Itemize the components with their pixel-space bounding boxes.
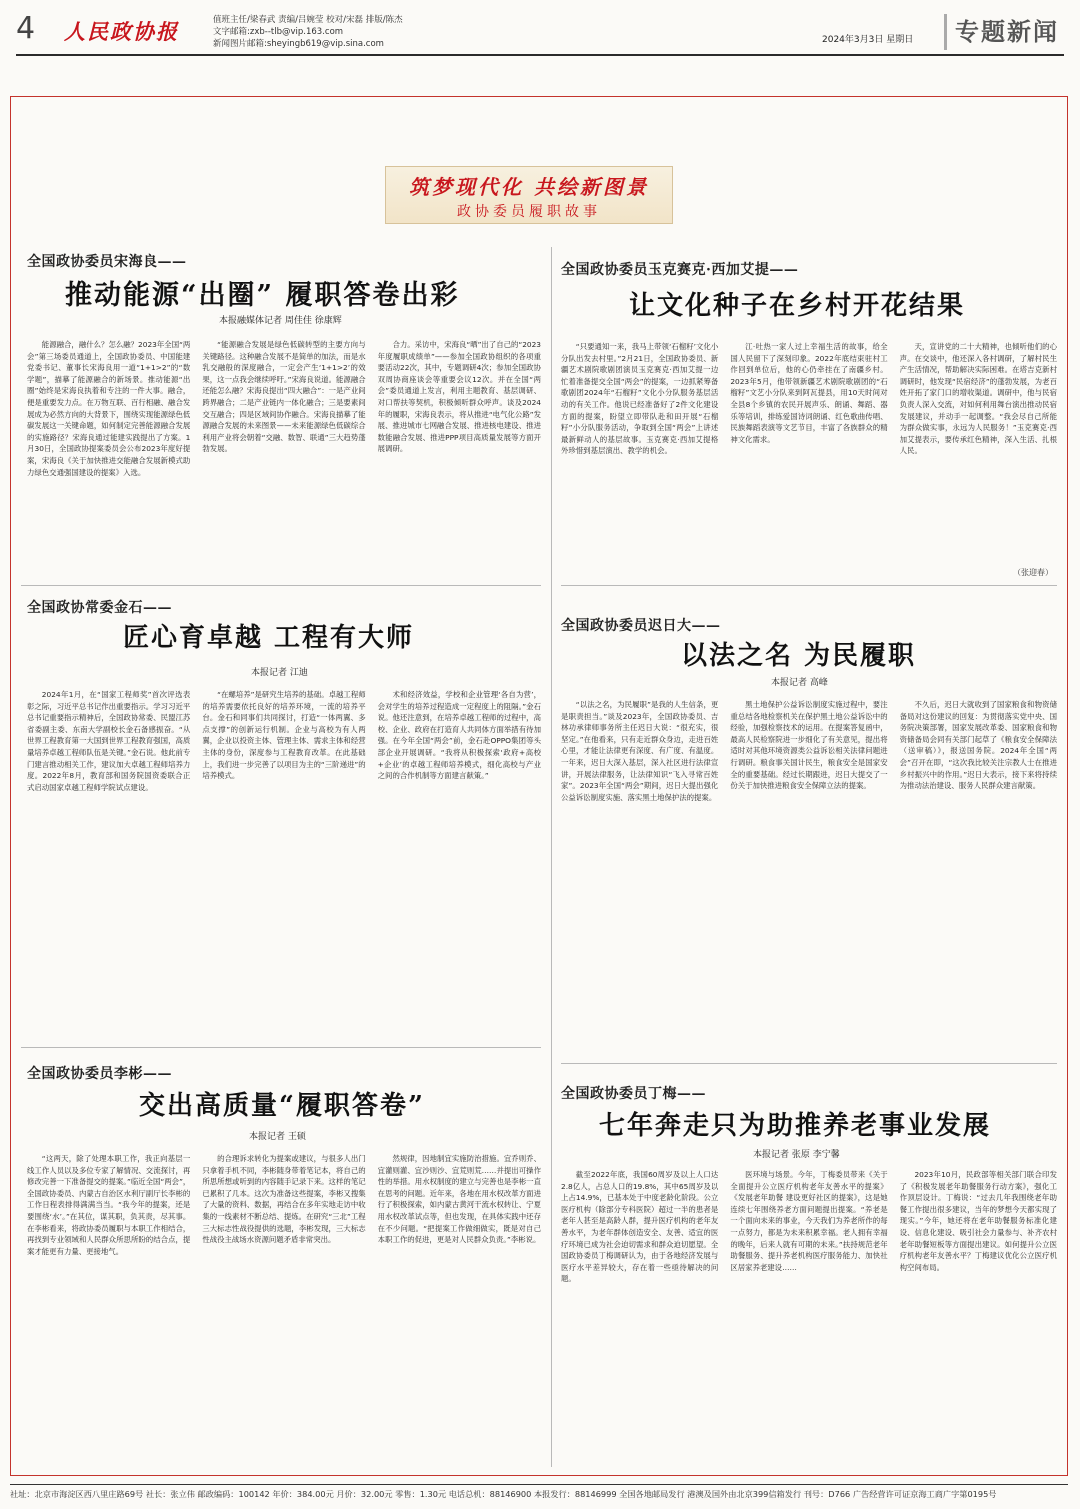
paper-logo: 人民政协报 (64, 19, 179, 44)
row-divider (561, 585, 1057, 586)
article-column: 2024年1月，在“国家工程师奖”首次评选表彰之际，习近平总书记作出重要指示。学习习近平总书记重要指示精神后，全国政协常委、民盟江苏省委副主委、东南大学副校长金石备感振奋。“从世界工程教育第一大国到世界工程教育强国，高质量培养卓越工程师队伍是关键。”金石说。他此前专门建言推动相关工作，建议加大卓越工程师培养力度。2022年8月，教育部和国务院国资委联合正式启动国家卓越工程师学院试点建设。 (27, 690, 191, 792)
page-number: 4 (16, 11, 36, 46)
article-column: 黑土地保护公益诉讼制度实施过程中，要注重总结各地检察机关在保护黑土地公益诉讼中的经验，加强检察技术的运用。在提案答复函中，最高人民检察院进一步细化了有关意见，提出将适时对其他环境资源类公益诉讼相关法律问题进行调研。粮食事关国计民生，粮食安全是国家安全的重要基础。经过长期跟进，迟日大提交了一份关于加快推进粮食安全保障立法的提案。 (730, 700, 888, 791)
article-kicker: 全国政协委员迟日大—— (561, 618, 721, 634)
article-column: “在螺培养”是研究生培养的基础。卓越工程师的培养需要依托良好的培养环境，一流的培养平台。金石和同事们共同探讨，打造“一体两翼、多点支撑”的创新运行机制。企业与高校为有人两翼，企业以投资主体、管理主体、需求主体和经营主体的身份，深度参与工程教育改革。在此基础上，我们进一步完善了以项目为主的“三阶递进”的培养模式。 (202, 690, 366, 781)
article-column: “只要通知一来，我马上带领‘石榴籽’文化小分队出发去村里。”2月21日，全国政协委员、新疆艺术剧院歌剧团演员玉克赛克·西加艾提一边忙着准备提交全国“两会”的提案，一边抓紧筹备歌剧团2024年“石榴籽”文化小分队服务基层活动的有关工作。他说已经准备好了2件文化建设方面的提案，盼望立即带队赴和田开展“石榴籽”小分队服务活动，争取到全国“两会”上讲述最新鲜动人的基层故事。玉克赛克·西加艾提格外珍惜到基层演出、教学的机会。 (561, 342, 719, 456)
editor-credits-line: 值班主任/梁春武 责编/吕婉莹 校对/宋磊 排版/陈杰 (213, 15, 403, 25)
article-yukesaike (561, 245, 1057, 581)
article-column: 不久后，迟日大就收到了国家粮食和物资储备局对这份建议的回复：为贯彻落实党中央、国务院决策部署，国家发展改革委、国家粮食和物资储备局会同有关部门起草了《粮食安全保障法（送审稿）》，报送国务院。2024年全国“两会”召开在即，“这次我比较关注宗教人士在推进乡村振兴中的作用。”迟日大表示，接下来将持续为推动法治建设、服务人民群众建言献策。 (899, 700, 1057, 791)
article-column: 然规律，因地制宜实施防治措施。宜乔则乔、宜灌则灌、宜沙则沙、宜荒则荒……并提出可操作性的举措。用水权制度的建立与完善也是李彬一直在思考的问题。近年来，各地在用水权改革方面进行了积极探索，如内蒙古黄河干流水权转让、宁夏用水权改革试点等，但也发现，在具体实践中还存在不少问题。“把提案工作做细做实，既是对自己本职工作的促进，更是对人民群众负责。”李彬说。 (377, 1154, 541, 1245)
article-jin-shi (27, 591, 541, 1039)
article-kicker: 全国政协委员丁梅—— (561, 1086, 706, 1102)
article-column: “能源融合发展是绿色低碳转型的主要方向与关键路径。这种融合发展不是简单的加法，而是水乳交融般的深度融合，一定会产生‘1+1>2’的效果，这一点我会继续呼吁。”宋海良说道。能源融合还能怎么融？宋海良提出“四大融合”：一是产业间跨界融合；二是产业链内一体化融合；三是要素间交互融合；四是区域间协作融合。宋海良描摹了能源融合发展的未来图景——未来能源绿色低碳综合利用产业将会朝着“交融、数智、联通”三大趋势蓬勃发展。 (202, 340, 366, 454)
article-body (27, 339, 541, 575)
publisher-footer: 社址：北京市海淀区西八里庄路69号 社长：张立伟 邮政编码：100142 年价：384.00元 月价：32.00元 零售：1.30元 电话总机：88146900 本报发行：88146999 全国各地邮局发行 港澳及国外由北京399信箱发行 刊号：D766 广告经营许可证京海工商广字第0195号 (10, 1484, 1068, 1503)
feature-frame (10, 96, 1068, 1476)
article-headline: 让文化种子在乡村开花结果 (629, 291, 966, 321)
article-chi-rida (561, 591, 1057, 1055)
row-divider (21, 1047, 541, 1048)
article-column: 江·吐热一家人过上幸福生活的故事，给全国人民留下了深刻印象。2022年底结束驻村工作回到单位后，他的心仍牵挂在了南疆乡村。2023年5月，他带领新疆艺术剧院歌剧团的“石榴籽”文艺小分队来到阿瓦提县，用10天时间对全县8个乡镇的农民开展声乐、朗诵、舞蹈、器乐等培训，排练爱国诗词朗诵、红色歌曲传唱、民族舞蹈表演等文艺节目，丰富了各族群众的精神文化需求。 (730, 342, 888, 444)
article-body (561, 1169, 1057, 1465)
article-song-hailiang (27, 245, 541, 575)
section-title: 专题新闻 (944, 14, 1064, 50)
article-byline: 本报记者 高峰 (771, 678, 828, 688)
article-byline: 本报记者 江迪 (251, 668, 308, 678)
issue-date: 2024年3月3日 星期日 (822, 35, 914, 45)
editor-credits (213, 14, 403, 50)
article-byline: 本报记者 张原 李宁馨 (753, 1150, 840, 1160)
article-headline: 七年奔走只为助推养老事业发展 (599, 1111, 992, 1141)
banner-subtitle: 政协委员履职故事 (457, 204, 601, 220)
article-byline: 本报融媒体记者 周佳佳 徐康辉 (219, 316, 342, 326)
article-column: 的合理诉求转化为提案或建议，与很多人出门只拿着手机不同，李彬随身带着笔记本，将自己的所思所想或听到的内容随手记录下来。这样的笔记已累积了几本。这次为准备这些提案，李彬又搜集了大量的资料、数据，再结合在多年实地走访中收集的一线素材不断总结、提炼。在研究“三北”工程三大标志性战役提供的选题，李彬发现，三大标志性战役主战场水资源问题矛盾非常突出。 (202, 1154, 366, 1245)
article-column: 天，宣讲党的二十大精神，也倾听他们的心声。在交谈中，他还深入各村调研，了解村民生产生活情况，帮助解决实际困难。在塔吉克新村调研时，他发现“民宿经济”的蓬勃发展，为老百姓开拓了家门口的增收渠道。调研中，他与民宿负责人深入交流，对如何利用舞台演出推动民宿发展建议，并动手一起调整。“我会尽自己所能为群众做实事，永远为人民服务！”玉克赛克·西加艾提表示，要传承红色精神，深入生活、扎根人民。 (899, 342, 1057, 456)
article-headline: 匠心育卓越 工程有大师 (123, 623, 415, 653)
photo-email-line: 新闻图片邮箱:sheyingb619@vip.sina.com (213, 39, 384, 49)
article-body (561, 699, 1057, 1049)
article-body (561, 341, 1057, 567)
article-headline: 交出高质量“履职答卷” (139, 1091, 425, 1121)
article-signoff: （张迎春） (1013, 568, 1053, 577)
article-headline: 推动能源“出圈” 履职答卷出彩 (65, 280, 460, 311)
article-kicker: 全国政协委员玉克赛克·西加艾提—— (561, 262, 799, 278)
column-divider (551, 247, 552, 1467)
article-headline: 以法之名 为民履职 (681, 641, 917, 671)
article-column: 能源融合，融什么？怎么融？2023年全国“两会”第三场委员通道上，全国政协委员、中国能建党委书记、董事长宋海良用一道“1+1>2”的“数学题”，描摹了能源融合的新场景。推动能源“出圈”始终是宋海良执着和专注的一件大事。融合，便是重要发力点。在万物互联、百行相融、融合发展成为必然方向的大背景下，围绕实现能源绿色低碳发展这一关键命题，如何制定完善能源融合发展的实施路径？宋海良通过能建实践提出了方案。1月30日，全国政协提案委员会公布2023年度好提案，宋海良《关于加快推进交能融合发展新模式助力绿色交通强国建设的提案》入选。 (27, 340, 191, 477)
article-column: 合力。采访中，宋海良“晒”出了自己的“2023年度履职成绩单”——参加全国政协组织的各项重要活动22次，其中，专题调研4次；参加全国政协双周协商座谈会等重要会议12次。并在全国“两会”委员通道上发言，利用主题教育、基层调研、对口帮扶等契机，积极倾听群众呼声。谈及2024年的履职，宋海良表示，将从推进“电气化公路”发展、推进城市七网融合发展、推进核电建设、推进数能融合发展、推进PPP项目高质量发展等方面开展调研。 (377, 340, 541, 454)
article-li-bin (27, 1055, 541, 1469)
article-column: 截至2022年底，我国60周岁及以上人口达2.8亿人，占总人口的19.8%，其中65周岁及以上占14.9%，已基本处于中度老龄化阶段。公立医疗机构（除部分专科医院）超过一半的患者是老年人甚至是高龄人群，提升医疗机构的老年友善水平，为老年群体创造安全、友善、适宜的医疗环境已成为社会迫切需求和群众迫切愿望。全国政协委员丁梅调研认为，由于各地经济发展与医疗水平差异较大，存在着一些亟待解决的问题。 (561, 1170, 719, 1284)
article-body (27, 689, 541, 1029)
article-kicker: 全国政协常委金石—— (27, 600, 172, 616)
text-email-line: 文字邮箱:zxb--tlb@vip.163.com (213, 27, 344, 37)
article-column: 术和经济效益，学校和企业管理‘各自为营’，会对学生的培养过程造成一定程度上的阻隔。”金石说。他还注意到，在培养卓越工程师的过程中，高校、企业、政府在打造育人共同体方面举措有待加强。在今年全国“两会”前，金石赴OPPO集团等头部企业开展调研。“我将从积极探索‘政府+高校+企业’的卓越工程师培养模式，细化高校与产业之间的合作机制等方面建言献策。” (377, 690, 541, 781)
article-kicker: 全国政协委员李彬—— (27, 1066, 172, 1082)
row-divider (561, 1063, 1057, 1064)
article-ding-mei (561, 1071, 1057, 1469)
article-column: 医环境与场景。今年，丁梅委员带来《关于全面提升公立医疗机构老年友善水平的提案》《发展老年助餐 建设更好社区的提案》，这是她连续七年围绕养老方面问题提出提案。“养老是一个面向未来的事业，今天我们为养老所作的每一点努力，都是为未来积累幸福。老人拥有幸福的晚年，后来人就有可期的未来。”扶持规范老年助餐服务、提升养老机构医疗服务能力、加快社区居家养老建设…… (730, 1170, 888, 1272)
article-column: 2023年10月，民政部等相关部门联合印发了《积极发展老年助餐服务行动方案》，强化工作顶层设计。丁梅说：“过去几年我围绕老年助餐工作提出很多建议，当年的梦想今天都实现了现实。”今年，她还将在老年助餐服务标准化建设、信息化建设、吸引社会力量参与、补齐农村老年助餐短板等方面提出建议。如何提升公立医疗机构老年友善水平？丁梅建议优化公立医疗机构空间布局。 (899, 1170, 1057, 1272)
feature-banner (385, 166, 673, 224)
article-kicker: 全国政协委员宋海良—— (27, 254, 187, 270)
article-body (27, 1153, 541, 1463)
row-divider (21, 585, 541, 586)
article-byline: 本报记者 王硕 (249, 1132, 306, 1142)
masthead (16, 10, 1064, 56)
banner-title: 筑梦现代化 共绘新图景 (409, 175, 649, 199)
article-column: “这两天，除了处理本职工作，我正向基层一线工作人员以及多位专家了解情况、交流探讨，再修改完善一下准备提交的提案。”临近全国“两会”，全国政协委员、内蒙古自治区水利厅副厅长李彬的工作日程表排得满满当当。“我今年的提案，还是要围绕‘水’。”在其位，谋其职，负其责，尽其事。在李彬看来，将政协委员履职与本职工作相结合，再找到专业领域和人民群众所思所盼的结合点，提案才能更有力量、更接地气。 (27, 1154, 191, 1256)
article-column: “以法之名，为民履职”是我的人生信条，更是职责担当。”谈及2023年，全国政协委员、吉林功承律师事务所主任迟日大说：“很充实，很坚定。”在他看来，只有走近群众身边，走进百姓心里，才能让法律更有深度、有广度、有温度。一年来，迟日大深入基层，深入社区进行法律宣讲，开展法律服务，让法律知识“飞入寻常百姓家”。2023年全国“两会”期间，迟日大提出强化公益诉讼制度实施、落实黑土地保护法的提案。 (561, 700, 719, 802)
